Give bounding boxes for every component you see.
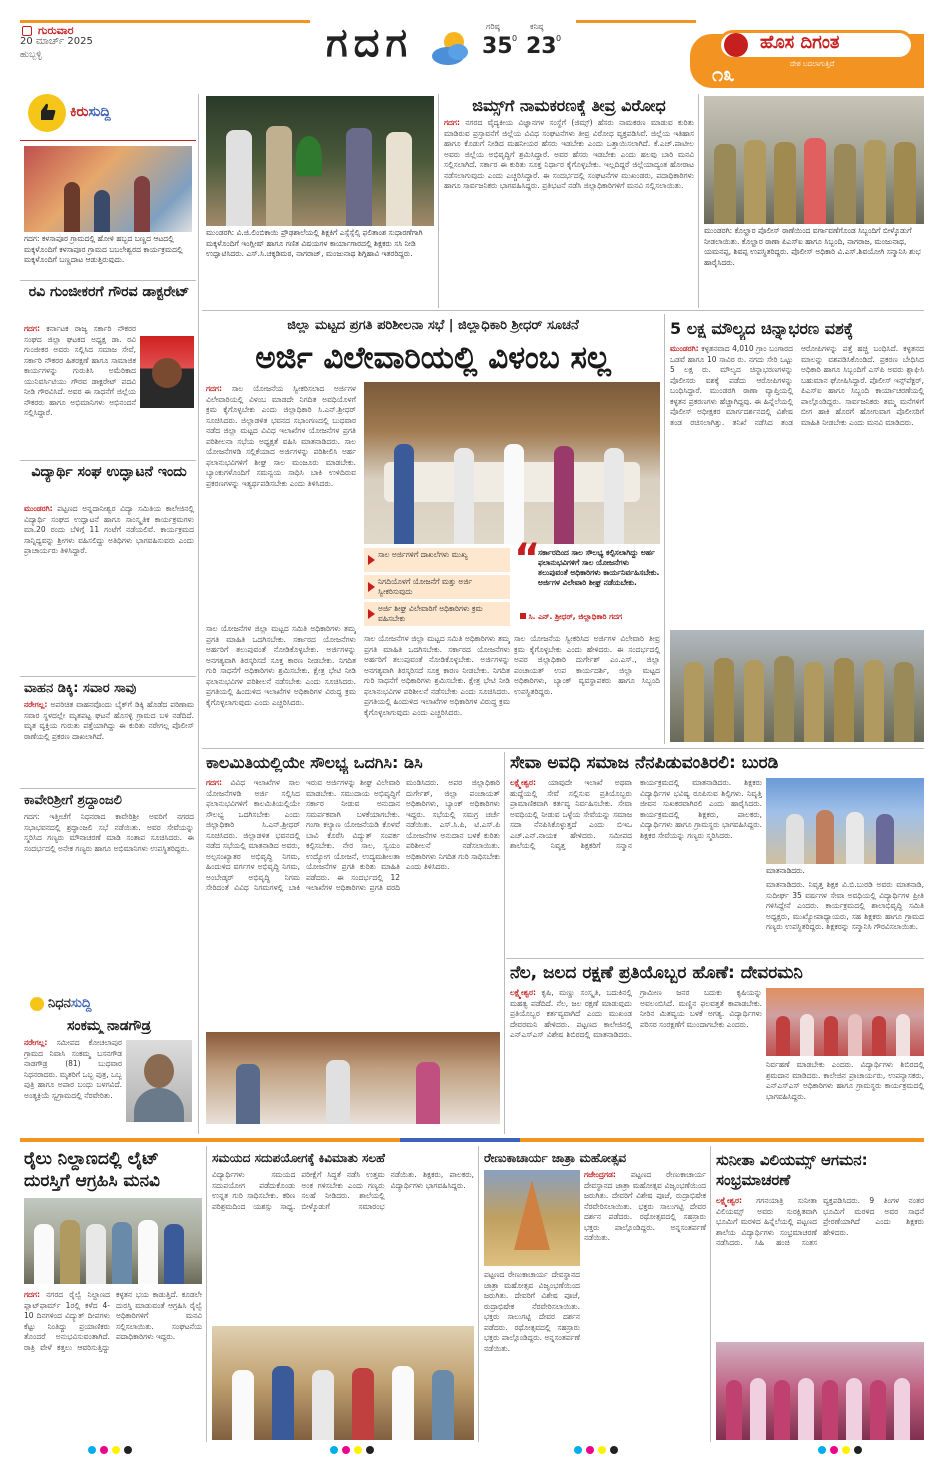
column-rule <box>710 1146 711 1442</box>
bullet-arrow-icon <box>368 582 375 592</box>
police-farewell-photo <box>704 96 924 224</box>
lead-col3: ಸಾಲ ಯೋಜನೆಯ ಸ್ವೀಕರಿಸಿದ ಅರ್ಜಿಗಳ ವಿಲೇವಾರಿ ತೀವ್ರ ಕ್ರಮ ಕೈಗೊಳ್ಳಬೇಕು ಎಂದು ಹೇಳಿದರು. ಈ ಸಂದರ್ಭದಲ್ಲಿ ಅಪರ ಜಿಲ್ಲಾಧಿಕಾರಿ ದುರ್ಗೇಶ್ ಎಂ.ಎಸ್., ಜಿಲ್ಲಾ ಪಂಚಾಯತ್ ಉಪ ಕಾರ್ಯದರ್ಶಿ, ಜಿಲ್ಲಾ ಮಟ್ಟದ ಅಧಿಕಾರಿಗಳು, ಬ್ಯಾಂಕ್ ವ್ಯವಸ್ಥಾಪಕರು ಹಾಗೂ ಸಿಬ್ಬಂದಿ ಉಪಸ್ಥಿತರಿದ್ದರು. <box>514 634 660 696</box>
kalamiti-headline: ಕಾಲಮಿತಿಯಲ್ಲಿಯೇ ಸೌಲಭ್ಯ ಒದಗಿಸಿ: ಡಿಸಿ <box>206 753 423 772</box>
gold-dateline: ಮುಂಡರಗಿ: <box>670 344 699 353</box>
bottom-dateline-4: ಲಕ್ಷ್ಮೇಶ್ವರ: <box>716 1196 742 1205</box>
weather-min-degree: 0 <box>556 34 562 43</box>
school-event-photo <box>212 1326 474 1440</box>
column-rule <box>206 1146 207 1442</box>
gold-police-photo <box>670 630 924 742</box>
bottom-body-3-continued: ಪಟ್ಟಣದ ರೇಣುಕಾಚಾರ್ಯ ದೇವಸ್ಥಾನದ ಜಾತ್ರಾ ಮಹೋತ್ಸವ ವಿಜೃಂಭಣೆಯಿಂದ ಜರುಗಿತು. ದೇವರಿಗೆ ವಿಶೇಷ ಪೂಜೆ, ರುದ್ರಾಭಿಷೇಕ ನೆರವೇರಿಸಲಾಯಿತು. ಭಕ್ತರು ಸಾಲುಗಟ್ಟಿ ದೇವರ ದರ್ಶನ ಪಡೆದರು. ರಥೋತ್ಸವದಲ್ಲಿ ಸಹಸ್ರಾರು ಭಕ್ತರು ಪಾಲ್ಗೊಂಡಿದ್ದರು. ಅನ್ನಸಂತರ್ಪಣೆ ನಡೆಯಿತು. <box>484 1270 580 1353</box>
sun-cloud-icon <box>430 28 474 68</box>
divider <box>20 460 196 461</box>
kiru-body-4 <box>24 812 194 906</box>
bullet-arrow-icon <box>368 555 375 565</box>
kiru-headline-2: ವಿದ್ಯಾರ್ಥಿ ಸಂಘ ಉದ್ಘಾಟನೆ ಇಂದು <box>31 464 187 480</box>
orange-rule-right <box>576 20 696 23</box>
gym-headline: ಜಿಮ್ಸ್‌ಗೆ ನಾಮಕರಣಕ್ಕೆ ತೀವ್ರ ವಿರೋಧ <box>472 96 666 115</box>
nidhana-dateline: ನರೇಗಲ್ಲ: <box>24 1038 48 1047</box>
kalamiti-dateline: ಗದಗ: <box>206 778 222 787</box>
sunita-celebration-photo <box>716 1342 924 1440</box>
masthead-title: ಗದಗ <box>326 20 414 66</box>
nela-text: ಕೃಷಿ, ಮಣ್ಣು ಸಂಸ್ಕೃತಿ, ಬದುಕಿನಲ್ಲಿ ಮಹತ್ವ ಪಡೆದಿದೆ. ನೆಲ, ಜಲ ರಕ್ಷಣೆ ಮಾಡುವುದು ಪ್ರತಿಯೊಬ್ಬರ ಕರ್ತವ್ಯವಾಗಿದೆ ಎಂದು ಮುಖಂಡ ದೇವರಮನಿ ಹೇಳಿದರು. ಪಟ್ಟಣದ ಕಾಲೇಜಿನಲ್ಲಿ ಎನ್ಎಸ್ಎಸ್ ವಿಶೇಷ ಶಿಬಿರದಲ್ಲಿ ಮಾತನಾಡಿದರು. ಗ್ರಾಮೀಣ ಜನರ ಬದುಕು ಕೃಷಿಯನ್ನು ಅವಲಂಬಿಸಿದೆ. ಮಣ್ಣಿನ ಫಲವತ್ತತೆ ಕಾಪಾಡಬೇಕು. ನೀರಿನ ಮಿತವ್ಯಯ ಬಳಕೆ ಅಗತ್ಯ. ವಿದ್ಯಾರ್ಥಿಗಳು ಪರಿಸರ ಸಂರಕ್ಷಣೆಗೆ ಮುಂದಾಗಬೇಕು ಎಂದರು. <box>510 988 762 1039</box>
section-divider <box>506 958 924 959</box>
kalamiti-body <box>206 778 500 1026</box>
seva-body <box>510 778 762 948</box>
lead-col1-continued: ಸಾಲ ಯೋಜನೆಗಳ ಜಿಲ್ಲಾ ಮಟ್ಟದ ಸಮಿತಿ ಅಧಿಕಾರಿಗಳು ತಮ್ಮ ಪ್ರಗತಿ ಮಾಹಿತಿ ಒದಗಿಸಬೇಕು. ಸರ್ಕಾರದ ಯೋಜನೆಗಳು ಅರ್ಹರಿಗೆ ತಲುಪುವಂತೆ ನೋಡಿಕೊಳ್ಳಬೇಕು. ಅರ್ಜಿಗಳನ್ನು ಅನಗತ್ಯವಾಗಿ ತಿರಸ್ಕರಿಸದೆ ಸೂಕ್ತ ಕಾರಣ ನೀಡಬೇಕು. ನಿಗದಿತ ಗುರಿ ಸಾಧನೆಗೆ ಅಧಿಕಾರಿಗಳು ಶ್ರಮಿಸಬೇಕು. ಕ್ಷೇತ್ರ ಭೇಟಿ ನೀಡಿ ಫಲಾನುಭವಿಗಳ ಪರಿಶೀಲನೆ ನಡೆಸಬೇಕು ಎಂದು ಸೂಚಿಸಿದರು. ಪ್ರಗತಿಯಲ್ಲಿ ಹಿಂದುಳಿದ ಇಲಾಖೆಗಳ ಅಧಿಕಾರಿಗಳ ವಿರುದ್ಧ ಕ್ರಮ ಕೈಗೊಳ್ಳಲಾಗುವುದು ಎಂದು ಎಚ್ಚರಿಸಿದರು. <box>206 624 356 707</box>
kiru-text-1: ಕರ್ನಾಟಕ ರಾಜ್ಯ ಸರ್ಕಾರಿ ನೌಕರರ ಸಂಘದ ಜಿಲ್ಲಾ ಘಟಕದ ಅಧ್ಯಕ್ಷ ಡಾ. ರವಿ ಗುಂಜೀಕರ ಅವರು ಸಲ್ಲಿಸಿದ ಸಮಾಜ ಸೇವೆ, ಸರ್ಕಾರಿ ನೌಕರರ ಹಿತರಕ್ಷಣೆ ಹಾಗೂ ಸಾಮಾಜಿಕ ಕಾರ್ಯಗಳನ್ನು ಗುರುತಿಸಿ ಅಮೆರಿಕಾದ ಯುನಿವರ್ಸಿಟಿಯು ಗೌರವ ಡಾಕ್ಟರೇಟ್ ಪದವಿ ನೀಡಿ ಗೌರವಿಸಿದೆ. ಅವರ ಈ ಸಾಧನೆಗೆ ಜಿಲ್ಲೆಯ ನೌಕರರು ಹಾಗೂ ಅಭಿಮಾನಿಗಳು ಅಭಿನಂದನೆ ಸಲ್ಲಿಸಿದ್ದಾರೆ. <box>24 324 136 417</box>
bottom-headline-3: ರೇಣುಕಾಚಾರ್ಯ ಜಾತ್ರಾ ಮಹೋತ್ಸವ <box>484 1151 627 1165</box>
weather-max: 35 <box>482 34 513 59</box>
nidhana-text: ಸಮೀಪದ ಕೋಚಲಾಪುರ ಗ್ರಾಮದ ನಿವಾಸಿ ಸಂಕಮ್ಮ ಬಸನಗೌಡ ನಾಡಗೌಡ್ರ (81) ಬುಧವಾರ ನಿಧನರಾದರು. ಮೃತರಿಗೆ ಒಬ್ಬ ಪುತ್ರ, ಒಬ್ಬ ಪುತ್ರಿ ಹಾಗೂ ಅಪಾರ ಬಂಧು ಬಳಗವಿದೆ. ಅಂತ್ಯಕ್ರಿಯೆ ಸ್ವಗ್ರಾಮದಲ್ಲಿ ನೆರವೇರಿತು. <box>24 1038 122 1100</box>
bottom-text-3: ಪಟ್ಟಣದ ರೇಣುಕಾಚಾರ್ಯ ದೇವಸ್ಥಾನದ ಜಾತ್ರಾ ಮಹೋತ್ಸವ ವಿಜೃಂಭಣೆಯಿಂದ ಜರುಗಿತು. ದೇವರಿಗೆ ವಿಶೇಷ ಪೂಜೆ, ರುದ್ರಾಭಿಷೇಕ ನೆರವೇರಿಸಲಾಯಿತು. ಭಕ್ತರು ಸಾಲುಗಟ್ಟಿ ದೇವರ ದರ್ಶನ ಪಡೆದರು. ರಥೋತ್ಸವದಲ್ಲಿ ಸಹಸ್ರಾರು ಭಕ್ತರು ಪಾಲ್ಗೊಂಡಿದ್ದರು. ಅನ್ನಸಂತರ್ಪಣೆ ನಡೆಯಿತು. <box>584 1170 706 1242</box>
gym-body <box>444 118 694 304</box>
bottom-headline-1: ರೈಲು ನಿಲ್ದಾಣದಲ್ಲಿ ಲೈಟ್ ದುರಸ್ತಿಗೆ ಆಗ್ರಹಿಸಿ ಮನವಿ <box>24 1149 160 1191</box>
lead-col1-text: ಸಾಲ ಯೋಜನೆಯ ಸ್ವೀಕರಿಸಲಾದ ಅರ್ಜಿಗಳ ವಿಲೇವಾರಿಯಲ್ಲಿ ವಿಳಂಬ ಮಾಡದೇ ನಿಗದಿತ ಅವಧಿಯೊಳಗೆ ಕ್ರಮ ಕೈಗೊಳ್ಳಬೇಕು ಎಂದು ಜಿಲ್ಲಾಧಿಕಾರಿ ಸಿ.ಎನ್.ಶ್ರೀಧರ್ ಸೂಚಿಸಿದರು. ಜಿಲ್ಲಾಡಳಿತ ಭವನದ ಸಭಾಂಗಣದಲ್ಲಿ ಬುಧವಾರ ನಡೆದ ಜಿಲ್ಲಾ ಮಟ್ಟದ ವಿವಿಧ ಇಲಾಖೆಗಳ ಯೋಜನೆಗಳ ಪ್ರಗತಿ ಪರಿಶೀಲನಾ ಸಭೆಯ ಅಧ್ಯಕ್ಷತೆ ವಹಿಸಿ ಮಾತನಾಡಿದರು. ಸಾಲ ಯೋಜನೆಗಳಡಿ ಸಲ್ಲಿಕೆಯಾದ ಅರ್ಜಿಗಳನ್ನು ಪರಿಶೀಲಿಸಿ ಅರ್ಹ ಫಲಾನುಭವಿಗಳಿಗೆ ಶೀಘ್ರ ಸಾಲ ಮಂಜೂರು ಮಾಡಬೇಕು. ಬ್ಯಾಂಕುಗಳೊಂದಿಗೆ ಸಮನ್ವಯ ಸಾಧಿಸಿ ಬಾಕಿ ಉಳಿದಿರುವ ಪ್ರಕರಣಗಳನ್ನು ಇತ್ಯರ್ಥಪಡಿಸಬೇಕು ಎಂದು ತಿಳಿಸಿದರು. <box>206 384 356 488</box>
kirusuddi-suffix: ಸುದ್ದಿ <box>88 104 111 120</box>
gold-headline: 5 ಲಕ್ಷ ಮೌಲ್ಯದ ಚಿನ್ನಾಭರಣ ವಶಕ್ಕೆ <box>670 319 854 338</box>
nidhana-prefix: ನಿಧನ <box>48 996 71 1011</box>
gym-text: ನಗರದ ವೈದ್ಯಕೀಯ ವಿಜ್ಞಾನಗಳ ಸಂಸ್ಥೆಗೆ (ಜಿಮ್ಸ್) ಹೆಸರು ನಾಮಕರಣ ಮಾಡುವ ಕುರಿತು ಮಾಡಿರುವ ಪ್ರಸ್ತಾವನೆಗೆ ಜಿಲ್ಲೆಯ ವಿವಿಧ ಸಂಘಟನೆಗಳು ತೀವ್ರ ವಿರೋಧ ವ್ಯಕ್ತಪಡಿಸಿವೆ. ಜಿಲ್ಲೆಯ ಇತಿಹಾಸ ಹಾಗೂ ಕೊಡುಗೆ ನೀಡಿದ ಮಹನೀಯರ ಹೆಸರು ಇಡಬೇಕು ಎಂದು ಒತ್ತಾಯಿಸಲಾಗಿದೆ. ಕೆ.ಎಚ್.ಪಾಟೀಲ ಅವರು ಜಿಲ್ಲೆಯ ಅಭಿವೃದ್ಧಿಗೆ ಶ್ರಮಿಸಿದ್ದಾರೆ. ಅವರ ಹೆಸರು ಇಡಬೇಕು ಎಂದು ಹಲವು ಬಾರಿ ಮನವಿ ಸಲ್ಲಿಸಲಾಗಿದೆ. ಸರ್ಕಾರ ಈ ಕುರಿತು ಸೂಕ್ತ ನಿರ್ಧಾರ ಕೈಗೊಳ್ಳಬೇಕು. ಇಲ್ಲದಿದ್ದರೆ ಜಿಲ್ಲೆಯಾದ್ಯಂತ ಹೋರಾಟ ನಡೆಸಲಾಗುವುದು ಎಂದು ಎಚ್ಚರಿಸಿದ್ದಾರೆ. ಈ ಸಂದರ್ಭದಲ್ಲಿ ಸಂಘಟನೆಗಳ ಮುಖಂಡರು, ಪದಾಧಿಕಾರಿಗಳು ಹಾಗೂ ಸಾರ್ವಜನಿಕರು ಭಾಗವಹಿಸಿದ್ದರು. ಪ್ರತಿಭಟನೆ ನಡೆಸಿ ಜಿಲ್ಲಾಧಿಕಾರಿಗಳಿಗೆ ಮನವಿ ಸಲ್ಲಿಸಲಾಯಿತು. <box>444 118 694 190</box>
masthead-city: ಹುಬ್ಬಳ್ಳಿ <box>20 50 42 60</box>
lead-quote-author <box>520 612 660 622</box>
orange-rule-left <box>20 20 310 23</box>
seva-ceremony-photo <box>766 778 924 864</box>
kalamiti-text: ವಿವಿಧ ಇಲಾಖೆಗಳ ಸಾಲ ಯೋಜನೆಗಳಡಿ ಅರ್ಜಿ ಸಲ್ಲಿಸಿದ ಫಲಾನುಭವಿಗಳಿಗೆ ಕಾಲಮಿತಿಯಲ್ಲಿಯೇ ಸೌಲಭ್ಯ ಒದಗಿಸಬೇಕು ಎಂದು ಜಿಲ್ಲಾಧಿಕಾರಿ ಸಿ.ಎನ್.ಶ್ರೀಧರ್ ಸೂಚಿಸಿದರು. ಜಿಲ್ಲಾಡಳಿತ ಭವನದಲ್ಲಿ ನಡೆದ ಸಭೆಯಲ್ಲಿ ಮಾತನಾಡಿದ ಅವರು, ಅಲ್ಪಸಂಖ್ಯಾತರ ಅಭಿವೃದ್ಧಿ ನಿಗಮ, ಹಿಂದುಳಿದ ವರ್ಗಗಳ ಅಭಿವೃದ್ಧಿ ನಿಗಮ, ಅಂಬೇಡ್ಕರ್ ಅಭಿವೃದ್ಧಿ ನಿಗಮ ಸೇರಿದಂತೆ ವಿವಿಧ ನಿಗಮಗಳಲ್ಲಿ ಬಾಕಿ ಇರುವ ಅರ್ಜಿಗಳನ್ನು ಶೀಘ್ರ ವಿಲೇವಾರಿ ಮಾಡಬೇಕು. ಸಮುದಾಯ ಅಭಿವೃದ್ಧಿಗೆ ಸರ್ಕಾರ ನೀಡುವ ಅನುದಾನ ಸಮರ್ಪಕವಾಗಿ ಬಳಕೆಯಾಗಬೇಕು. ಗಂಗಾ ಕಲ್ಯಾಣ ಯೋಜನೆಯಡಿ ಕೊಳವೆ ಬಾವಿ ಕೊರೆಸಿ ವಿದ್ಯುತ್ ಸಂಪರ್ಕ ಕಲ್ಪಿಸಬೇಕು. ನೇರ ಸಾಲ, ಸ್ವಯಂ ಉದ್ಯೋಗ ಯೋಜನೆ, ಉದ್ಯಮಶೀಲತಾ ಯೋಜನೆಗಳ ಪ್ರಗತಿ ಕುರಿತು ಮಾಹಿತಿ ಪಡೆದರು. ಈ ಸಂದರ್ಭದಲ್ಲಿ 12 ಇಲಾಖೆಗಳ ಅಧಿಕಾರಿಗಳು ಪ್ರಗತಿ ವರದಿ ಮಂಡಿಸಿದರು. ಅಪರ ಜಿಲ್ಲಾಧಿಕಾರಿ ದುರ್ಗೇಶ್, ಜಿಲ್ಲಾ ಪಂಚಾಯತ್ ಅಧಿಕಾರಿಗಳು, ಬ್ಯಾಂಕ್ ಅಧಿಕಾರಿಗಳು ಇದ್ದರು. ಸಭೆಯಲ್ಲಿ ಸಮಗ್ರ ಚರ್ಚೆ ನಡೆಯಿತು. ಎಸ್.ಸಿ.ಪಿ, ಟಿ.ಎಸ್.ಪಿ ಯೋಜನೆಗಳ ಅನುದಾನ ಬಳಕೆ ಕುರಿತು ಪರಿಶೀಲನೆ ನಡೆಸಲಾಯಿತು. ಅಧಿಕಾರಿಗಳು ನಿಗದಿತ ಗುರಿ ಸಾಧಿಸಬೇಕು ಎಂದು ತಿಳಿಸಿದರು. <box>206 778 500 892</box>
nela-dateline: ಲಕ್ಷ್ಮೇಶ್ವರ: <box>510 988 536 997</box>
ravi-portrait <box>140 336 194 408</box>
seva-col2: ಮಾತನಾಡಿದರು. ನಿವೃತ್ತ ಶಿಕ್ಷಕ ವಿ.ಬಿ.ಬುರಡಿ ಅವರು ಮಾತನಾಡಿ, ಸುದೀರ್ಘ 35 ವರ್ಷಗಳ ಸೇವಾ ಅವಧಿಯಲ್ಲಿ ವಿದ್ಯಾರ್ಥಿಗಳ ಪ್ರೀತಿ ಗಳಿಸಿದ್ದೇನೆ ಎಂದರು. ಕಾರ್ಯಕ್ರಮದಲ್ಲಿ ಶಾಲಾಭಿವೃದ್ಧಿ ಸಮಿತಿ ಅಧ್ಯಕ್ಷರು, ಮುಖ್ಯೋಪಾಧ್ಯಾಯರು, ಸಹ ಶಿಕ್ಷಕರು ಹಾಗೂ ಗ್ರಾಮದ ಗಣ್ಯರು ಉಪಸ್ಥಿತರಿದ್ದರು. ಶಿಕ್ಷಕರನ್ನು ಸನ್ಮಾನಿಸಿ ಗೌರವಿಸಲಾಯಿತು. <box>766 880 924 931</box>
nela-col2: ನಿರ್ವಹಣೆ ಮಾಡಬೇಕು ಎಂದರು. ವಿದ್ಯಾರ್ಥಿಗಳು ಶಿಬಿರದಲ್ಲಿ ಶ್ರಮದಾನ ಮಾಡಿದರು. ಕಾಲೇಜಿನ ಪ್ರಾಚಾರ್ಯರು, ಉಪನ್ಯಾಸಕರು, ಎನ್ಎಸ್ಎಸ್ ಅಧಿಕಾರಿಗಳು ಹಾಗೂ ಗ್ರಾಮಸ್ಥರು ಕಾರ್ಯಕ್ರಮದಲ್ಲಿ ಭಾಗವಹಿಸಿದ್ದರು. <box>766 1060 924 1101</box>
section-divider <box>202 310 924 311</box>
police-farewell-caption: ಮುಂಡರಗಿ: ಕೊಲ್ಹಾರ ಪೊಲೀಸ್ ಠಾಣೆಯಿಂದ ವರ್ಗಾವಣೆಗೊಂಡ ಸಿಬ್ಬಂದಿಗೆ ಬೀಳ್ಕೊಡುಗೆ ನೀಡಲಾಯಿತು. ಕೊಲ್ಹಾರ ಠಾಣಾ ಪಿಎಸ್ಐ ಹಾಗೂ ಸಿಬ್ಬಂದಿ, ನಾಗರಾಜ, ಮಂಜುನಾಥ, ಯಮನಪ್ಪ, ಶಿವಪ್ಪ ಉಪಸ್ಥಿತರಿದ್ದರು. ಪೊಲೀಸ್ ಅಧಿಕಾರಿ ವಿ.ಎಸ್.ಶಿವಯೋಗಿ ಸನ್ಮಾನಿಸಿ ಶುಭ ಹಾರೈಸಿದರು. <box>704 226 921 267</box>
divider <box>20 280 196 281</box>
holi-caption: ಗದಗ: ಕಳಸಾಪೂರ ಗ್ರಾಮದಲ್ಲಿ ಹೋಳಿ ಹಬ್ಬದ ಬಣ್ಣದ ಆಟದಲ್ಲಿ ಮಕ್ಕಳೊಂದಿಗೆ ಕಳಸಾಪೂರ ಗ್ರಾಮದ ಬಬಲೇಶ್ವರದ ಕಾರ್ಯಕ್ರಮದಲ್ಲಿ ಮಕ್ಕಳೊಂದಿಗೆ ಬಣ್ಣದಾಟ ಆಡುತ್ತಿರುವುದು. <box>24 234 183 264</box>
seva-text: ಯಾವುದೇ ಇಲಾಖೆ ಅಥವಾ ಹುದ್ದೆಯಲ್ಲಿ ಸೇವೆ ಸಲ್ಲಿಸುವ ಪ್ರತಿಯೊಬ್ಬರು ಪ್ರಾಮಾಣಿಕವಾಗಿ ಕರ್ತವ್ಯ ನಿರ್ವಹಿಸಬೇಕು. ಸೇವಾ ಅವಧಿಯಲ್ಲಿ ನೀಡುವ ಒಳ್ಳೆಯ ಸೇವೆಯನ್ನು ಸಮಾಜ ಸದಾ ನೆನಪಿಸಿಕೊಳ್ಳುತ್ತದೆ ಎಂದು ಬಿಇಒ ಎಚ್.ಎನ್.ನಾಯಕ ಹೇಳಿದರು. ಸಮೀಪದ ಶಾಲೆಯಲ್ಲಿ ನಿವೃತ್ತ ಶಿಕ್ಷಕರಿಗೆ ಸನ್ಮಾನ ಕಾರ್ಯಕ್ರಮದಲ್ಲಿ ಮಾತನಾಡಿದರು. ಶಿಕ್ಷಕರು ವಿದ್ಯಾರ್ಥಿಗಳ ಭವಿಷ್ಯ ರೂಪಿಸುವ ಶಿಲ್ಪಿಗಳು. ನಿವೃತ್ತಿ ಜೀವನ ಸುಖಕರವಾಗಿರಲಿ ಎಂದು ಹಾರೈಸಿದರು. ಕಾರ್ಯಕ್ರಮದಲ್ಲಿ ಶಿಕ್ಷಕರು, ಪಾಲಕರು, ವಿದ್ಯಾರ್ಥಿಗಳು ಹಾಗೂ ಗ್ರಾಮಸ್ಥರು ಭಾಗವಹಿಸಿದ್ದರು. ಶಿಕ್ಷಕರ ಸೇವೆಯನ್ನು ಗಣ್ಯರು ಸ್ಮರಿಸಿದರು. <box>510 778 762 850</box>
lead-bullet-3: ಅರ್ಜಿ ಶೀಘ್ರ ವಿಲೇವಾರಿಗೆ ಅಧಿಕಾರಿಗಳು ಕ್ರಮ ವಹಿಸಬೇಕು <box>364 602 510 626</box>
weather-min: 23 <box>526 34 557 59</box>
bottom-headline-4: ಸುನೀತಾ ವಿಲಿಯಮ್ಸ್ ಆಗಮನ: ಸಂಭ್ರಮಾಚರಣೆ <box>716 1151 868 1189</box>
lead-bullet-2: ನಿಗದಿಯೊಳಗೆ ಯೋಜನೆಗೆ ಮತ್ತು ಅರ್ಜಿ ಸ್ವೀಕರಿಸುವುದು <box>364 575 510 599</box>
kiru-text-4: ಗದಗ: ಇತ್ತೀಚೆಗೆ ನಿಧನರಾದ ಕಾವೇರಿಶ್ರೀ ಅವರಿಗೆ ನಗರದ ಸಭಾಭವನದಲ್ಲಿ ಶ್ರದ್ಧಾಂಜಲಿ ಸಭೆ ನಡೆಯಿತು. ಅವರ ಸೇವೆಯನ್ನು ಸ್ಮರಿಸಿದ ಗಣ್ಯರು ಮೌನಾಚರಣೆ ಮಾಡಿ ಸಂತಾಪ ಸೂಚಿಸಿದರು. ಈ ಸಂದರ್ಭದಲ್ಲಿ ಅನೇಕ ಗಣ್ಯರು ಹಾಗೂ ಅಭಿಮಾನಿಗಳು ಉಪಸ್ಥಿತರಿದ್ದರು. <box>24 812 194 853</box>
divider <box>20 788 196 789</box>
bottom-body-4 <box>716 1196 924 1336</box>
seva-photo-caption: ಮಾತನಾಡಿದರು. <box>766 866 805 875</box>
lead-col2: ಸಾಲ ಯೋಜನೆಗಳ ಜಿಲ್ಲಾ ಮಟ್ಟದ ಸಮಿತಿ ಅಧಿಕಾರಿಗಳು ತಮ್ಮ ಪ್ರಗತಿ ಮಾಹಿತಿ ಒದಗಿಸಬೇಕು. ಸರ್ಕಾರದ ಯೋಜನೆಗಳು ಅರ್ಹರಿಗೆ ತಲುಪುವಂತೆ ನೋಡಿಕೊಳ್ಳಬೇಕು. ಅರ್ಜಿಗಳನ್ನು ಅನಗತ್ಯವಾಗಿ ತಿರಸ್ಕರಿಸದೆ ಸೂಕ್ತ ಕಾರಣ ನೀಡಬೇಕು. ನಿಗದಿತ ಗುರಿ ಸಾಧನೆಗೆ ಅಧಿಕಾರಿಗಳು ಶ್ರಮಿಸಬೇಕು. ಕ್ಷೇತ್ರ ಭೇಟಿ ನೀಡಿ ಫಲಾನುಭವಿಗಳ ಪರಿಶೀಲನೆ ನಡೆಸಬೇಕು ಎಂದು ಸೂಚಿಸಿದರು. ಪ್ರಗತಿಯಲ್ಲಿ ಹಿಂದುಳಿದ ಇಲಾಖೆಗಳ ಅಧಿಕಾರಿಗಳ ವಿರುದ್ಧ ಕ್ರಮ ಕೈಗೊಳ್ಳಲಾಗುವುದು ಎಂದು ಎಚ್ಚರಿಸಿದರು. <box>364 634 510 717</box>
lamp-logo-icon <box>724 33 748 57</box>
masthead-date: 20 ಮಾರ್ಚ್ 2025 <box>20 36 93 47</box>
kiru-text-3: ಅಪರಿಚಿತ ವಾಹನವೊಂದು ಬೈಕ್‌ಗೆ ಡಿಕ್ಕಿ ಹೊಡೆದ ಪರಿಣಾಮ ಸವಾರ ಸ್ಥಳದಲ್ಲೇ ಮೃತಪಟ್ಟ ಘಟನೆ ಹೊಸಳ್ಳಿ ಗ್ರಾಮದ ಬಳಿ ನಡೆದಿದೆ. ಮೃತ ವ್ಯಕ್ತಿಯ ಗುರುತು ಪತ್ತೆಯಾಗಿದ್ದು ಈ ಕುರಿತು ನರೇಗಲ್ಲ ಪೊಲೀಸ್ ಠಾಣೆಯಲ್ಲಿ ಪ್ರಕರಣ ದಾಖಲಾಗಿದೆ. <box>24 700 194 741</box>
bottom-dateline-3: ಗಜೇಂದ್ರಗಡ: <box>584 1170 616 1179</box>
kirusuddi-prefix: ಕಿರು <box>70 104 89 120</box>
nidhana-body <box>24 1038 122 1128</box>
lead-quote-text: ಸರ್ಕಾರದಿಂದ ಸಾಲ ಸೌಲಭ್ಯ ಕಲ್ಪಿಸಲಾಗಿದ್ದು ಅರ್ಹ ಫಲಾನುಭವಿಗಳಿಗೆ ಸಾಲ ಯೋಜನೆಗಳು ತಲುಪುವಂತೆ ಅಧಿಕಾರಿಗಳು ಕಾರ್ಯನಿರ್ವಹಿಸಬೇಕು. ಅರ್ಜಿಗಳ ವಿಲೇವಾರಿ ಶೀಘ್ರ ನಡೆಯಬೇಕು. <box>538 548 660 587</box>
lead-quote <box>514 536 660 628</box>
blue-band <box>400 1138 520 1142</box>
newspaper-logo: ಹೊಸ ದಿಗಂತ <box>760 32 840 53</box>
bottom-body-1 <box>24 1290 202 1440</box>
bottom-body-3 <box>584 1170 706 1440</box>
nela-headline: ನೆಲ, ಜಲದ ರಕ್ಷಣೆ ಪ್ರತಿಯೊಬ್ಬರ ಹೊಣೆ: ದೇವರಮನಿ <box>510 963 803 983</box>
section-divider <box>202 748 924 749</box>
lead-col1 <box>206 384 356 620</box>
lead-headline: ಅರ್ಜಿ ವಿಲೇವಾರಿಯಲ್ಲಿ ವಿಳಂಬ ಸಲ್ಲ <box>255 340 611 376</box>
nidhana-name: ಸಂಕಮ್ಮ ನಾಡಗೌಡ್ರ <box>67 1018 151 1034</box>
bottom-text-4: ಗಗನಯಾತ್ರಿ ಸುನೀತಾ ವಿಲಿಯಮ್ಸ್ ಅವರು ಸುರಕ್ಷಿತವಾಗಿ ಭೂಮಿಗೆ ಮರಳಿದ ಹಿನ್ನೆಲೆಯಲ್ಲಿ ಪಟ್ಟಣದ ಶಾಲೆಯ ವಿದ್ಯಾರ್ಥಿಗಳು ಸಂಭ್ರಮಾಚರಣೆ ನಡೆಸಿದರು. ಸಿಹಿ ಹಂಚಿ ಸಂತಸ ವ್ಯಕ್ತಪಡಿಸಿದರು. 9 ತಿಂಗಳ ನಂತರ ಭೂಮಿಗೆ ಮರಳಿದ ಅವರ ಸಾಧನೆ ಪ್ರೇರಣೆಯಾಗಿದೆ ಎಂದು ಶಿಕ್ಷಕರು ಹೇಳಿದರು. <box>716 1196 924 1247</box>
lead-bullet-1: ಸಾಲ ಅರ್ಜಿಗಳಿಗೆ ದಾಖಲೆಗಳು ಮುಖ್ಯ <box>364 548 510 572</box>
kiru-headline-4: ಕಾವೇರಿಶ್ರೀಗೆ ಶ್ರದ್ಧಾಂಜಲಿ <box>24 793 122 808</box>
bottom-text-2: ವಿದ್ಯಾರ್ಥಿಗಳು ಸಮಯದ ಸದುಪಯೋಗ ಪಡೆದುಕೊಂಡು ಉನ್ನತ ಗುರಿ ಸಾಧಿಸಬೇಕು. ಕಠಿಣ ಪರಿಶ್ರಮದಿಂದ ಯಶಸ್ಸು ಸಾಧ್ಯ. ಪರೀಕ್ಷೆಗೆ ಸಿದ್ಧತೆ ನಡೆಸಿ ಉತ್ತಮ ಅಂಕ ಗಳಿಸಬೇಕು ಎಂದು ಗಣ್ಯರು ಸಲಹೆ ನೀಡಿದರು. ಶಾಲೆಯಲ್ಲಿ ಬೀಳ್ಕೊಡುಗೆ ಸಮಾರಂಭ ನಡೆಯಿತು. ಶಿಕ್ಷಕರು, ಪಾಲಕರು, ವಿದ್ಯಾರ್ಥಿಗಳು ಭಾಗವಹಿಸಿದ್ದರು. <box>212 1170 474 1211</box>
nidhana-header <box>24 996 194 1014</box>
holi-photo <box>24 146 192 232</box>
kiru-body-2 <box>24 504 194 672</box>
divider <box>20 676 196 677</box>
orange-band <box>20 1138 400 1142</box>
gold-text: ಕಳ್ಳತನವಾದ 4,010 ಗ್ರಾಂ ಬಂಗಾರದ ಒಡವೆ ಹಾಗೂ 10 ಸಾವಿರ ರು. ನಗದು ಸೇರಿ ಒಟ್ಟು 5 ಲಕ್ಷ ರು. ಮೌಲ್ಯದ ಚಿನ್ನಾಭರಣಗಳನ್ನು ಪೊಲೀಸರು ವಶಕ್ಕೆ ಪಡೆದು ಆರೋಪಿಗಳನ್ನು ಬಂಧಿಸಿದ್ದಾರೆ. ಮುಂಡರಗಿ ಠಾಣಾ ವ್ಯಾಪ್ತಿಯಲ್ಲಿ ಕಳ್ಳತನ ಪ್ರಕರಣಗಳು ಹೆಚ್ಚಾಗಿದ್ದವು. ಈ ಹಿನ್ನೆಲೆಯಲ್ಲಿ ಪೊಲೀಸ್ ಅಧೀಕ್ಷಕರ ಮಾರ್ಗದರ್ಶನದಲ್ಲಿ ವಿಶೇಷ ತಂಡ ರಚಿಸಲಾಗಿತ್ತು. ತನಿಖೆ ನಡೆಸಿದ ತಂಡ ಆರೋಪಿಗಳನ್ನು ಪತ್ತೆ ಹಚ್ಚಿ ಬಂಧಿಸಿದೆ. ಕಳ್ಳತನದ ಮಾಲನ್ನು ವಶಪಡಿಸಿಕೊಂಡಿದೆ. ಪ್ರಕರಣ ಬೇಧಿಸಿದ ಅಧಿಕಾರಿ ಹಾಗೂ ಸಿಬ್ಬಂದಿಗೆ ಎಸ್‌ಪಿ ಅವರು ಶ್ಲಾಘಿಸಿ ಬಹುಮಾನ ಘೋಷಿಸಿದ್ದಾರೆ. ಪೊಲೀಸ್ ಇನ್ಸ್‌ಪೆಕ್ಟರ್, ಪಿಎಸ್ಐ ಹಾಗೂ ಸಿಬ್ಬಂದಿ ಕಾರ್ಯಾಚರಣೆಯಲ್ಲಿ ಪಾಲ್ಗೊಂಡಿದ್ದರು. ಸಾರ್ವಜನಿಕರು ತಮ್ಮ ಮನೆಗಳಿಗೆ ಬೀಗ ಹಾಕಿ ಹೊರಗೆ ಹೋಗುವಾಗ ಪೊಲೀಸರಿಗೆ ಮಾಹಿತಿ ನೀಡಬೇಕು ಎಂದು ಮನವಿ ಮಾಡಿದರು. <box>670 344 924 427</box>
meeting-photo <box>364 382 660 544</box>
nss-camp-photo <box>766 988 924 1056</box>
kiru-divider <box>20 140 196 141</box>
seva-headline: ಸೇವಾ ಅವಧಿ ಸಮಾಜ ನೆನಪಿಡುವಂತಿರಲಿ: ಬುರಡಿ <box>510 753 779 773</box>
plant-ceremony-caption: ಮುಂಡರಗಿ: ವಿ.ಜಿ.ಲಿಂಬಿಕಾಯಿ ಪ್ರೌಢಶಾಲೆಯಲ್ಲಿ ಶಿಕ್ಷಕಿಗೆ ಎಸ್ಸೆಸ್ಸೆಲ್ಸಿ ಫಲಿತಾಂಶ ಸುಧಾರಣೆಗಾಗಿ ಮಕ್ಕಳೊಂದಿಗೆ ಇಂಗ್ಲೀಷ್ ಹಾಗೂ ಗಣಿತ ವಿಷಯಗಳ ಕಾರ್ಯಾಗಾರದಲ್ಲಿ ಶಿಕ್ಷಕರು ಸಸಿ ನೀಡಿ ಉದ್ಘಾಟಿಸಿದರು. ಎಸ್.ಸಿ.ಚಕ್ಕಡಿಮಠ, ನಾಗರಾಜ್, ಮಂಜುನಾಥ ಶಿಗ್ಗಿಹಾವಿ ಇತರರಿದ್ದರು. <box>206 228 423 258</box>
nela-body <box>510 988 762 1126</box>
lead-kicker: ಜಿಲ್ಲಾ ಮಟ್ಟದ ಪ್ರಗತಿ ಪರಿಶೀಲನಾ ಸಭೆ | ಜಿಲ್ಲಾಧಿಕಾರಿ ಶ್ರೀಧರ್ ಸೂಚನೆ <box>287 318 579 333</box>
kiru-headline-3: ವಾಹನ ಡಿಕ್ಕಿ: ಸವಾರ ಸಾವು <box>24 681 137 696</box>
gold-body <box>670 344 924 626</box>
dc-meeting-photo <box>206 1032 500 1124</box>
bullet-arrow-icon <box>368 609 375 619</box>
kiru-dateline-3: ನರೇಗಲ್ಲ: <box>24 700 48 709</box>
bottom-headline-2: ಸಮಯದ ಸದುಪಯೋಗಕ್ಕೆ ಕಿವಿಮಾತು ಸಲಹೆ <box>212 1151 385 1165</box>
masthead <box>0 0 945 92</box>
column-rule <box>698 94 699 308</box>
bottom-dateline-1: ಗದಗ: <box>24 1290 40 1299</box>
nidhana-label <box>48 996 91 1011</box>
jatra-photo <box>484 1170 580 1266</box>
kiru-body-3 <box>24 700 194 784</box>
weather-max-label: ಗರಿಷ್ಠ <box>486 22 500 31</box>
kiru-headline-1: ರವಿ ಗುಂಜೀಕರಗೆ ಗೌರವ ಡಾಕ್ಟರೇಟ್ <box>28 284 190 300</box>
logo-tagline: ದೇಶ ಬದಲಾಗುತ್ತಿದೆ <box>790 60 835 68</box>
page-number: ೧೩ <box>712 62 735 86</box>
weather-max-degree: 0 <box>512 34 518 43</box>
lead-dateline: ಗದಗ: <box>206 384 222 393</box>
kiru-dateline-1: ಗದಗ: <box>24 324 40 333</box>
orange-band <box>520 1138 924 1142</box>
column-rule <box>664 314 665 744</box>
nidhana-suffix: ಸುದ್ದಿ <box>70 996 92 1011</box>
kiru-dateline-2: ಮುಂಡರಗಿ: <box>24 504 53 513</box>
condolence-icon <box>30 997 44 1011</box>
registration-marks <box>0 1444 945 1458</box>
gym-dateline: ಗದಗ: <box>444 118 460 127</box>
railway-memo-photo <box>24 1198 202 1284</box>
kiru-text-2: ಪಟ್ಟಣದ ಅನ್ನದಾನೀಶ್ವರ ವಿದ್ಯಾ ಸಮಿತಿಯ ಕಾಲೇಜಿನಲ್ಲಿ ವಿದ್ಯಾರ್ಥಿ ಸಂಘದ ಉದ್ಘಾಟನೆ ಹಾಗೂ ಸಾಂಸ್ಕೃತಿಕ ಕಾರ್ಯಕ್ರಮಗಳು ಮಾ.20 ರಂದು ಬೆಳಿಗ್ಗೆ 11 ಗಂಟೆಗೆ ನಡೆಯಲಿವೆ. ಕಾರ್ಯಕ್ರಮದ ಸಾನ್ನಿಧ್ಯವನ್ನು ಶ್ರೀಗಳು ವಹಿಸಲಿದ್ದು ಅತಿಥಿಗಳು ಭಾಗವಹಿಸುವರು ಎಂದು ಪ್ರಾಚಾರ್ಯರು ತಿಳಿಸಿದ್ದಾರೆ. <box>24 504 194 555</box>
seva-dateline: ಲಕ್ಷ್ಮೇಶ್ವರ: <box>510 778 536 787</box>
quote-author-name: ಸಿ. ಎನ್. ಶ್ರೀಧರ್, ಜಿಲ್ಲಾಧಿಕಾರಿ ಗದಗ <box>528 612 623 621</box>
lead-bullets <box>364 548 510 628</box>
nidhana-portrait <box>126 1040 192 1122</box>
column-rule <box>478 1146 479 1442</box>
quote-author-square-icon <box>520 613 526 619</box>
kirusuddi-label <box>70 104 111 120</box>
thumbs-icon <box>28 94 66 132</box>
plant-ceremony-photo <box>206 96 434 226</box>
kiru-body-1 <box>24 324 136 454</box>
weather-min-label: ಕನಿಷ್ಠ <box>530 22 544 31</box>
masthead-day: ಗುರುವಾರ <box>38 24 74 37</box>
column-rule <box>198 94 199 1134</box>
bottom-body-2 <box>212 1170 474 1320</box>
bottom-text-1: ನಗರದ ರೈಲ್ವೆ ನಿಲ್ದಾಣದ ಪ್ಲಾಟ್‌ಫಾರ್ಮ್ 1ರಲ್ಲಿ ಕಳೆದ 4-10 ದಿನಗಳಿಂದ ವಿದ್ಯುತ್ ದೀಪಗಳು ಕೆಟ್ಟು ನಿಂತಿದ್ದು ಪ್ರಯಾಣಿಕರು ತೊಂದರೆ ಅನುಭವಿಸುವಂತಾಗಿದೆ. ರಾತ್ರಿ ವೇಳೆ ಕತ್ತಲು ಆವರಿಸುತ್ತಿದ್ದು ಕಳ್ಳತನ ಭಯ ಕಾಡುತ್ತಿದೆ. ಕೂಡಲೇ ದುರಸ್ತಿ ಮಾಡುವಂತೆ ಆಗ್ರಹಿಸಿ ರೈಲ್ವೆ ಅಧಿಕಾರಿಗಳಿಗೆ ಮನವಿ ಸಲ್ಲಿಸಲಾಯಿತು. ಸಂಘಟನೆಯ ಪದಾಧಿಕಾರಿಗಳು ಇದ್ದರು. <box>24 1290 202 1352</box>
quote-icon: “ <box>514 536 541 582</box>
column-rule <box>504 752 505 1134</box>
calendar-icon <box>22 26 32 36</box>
column-rule <box>438 94 439 308</box>
